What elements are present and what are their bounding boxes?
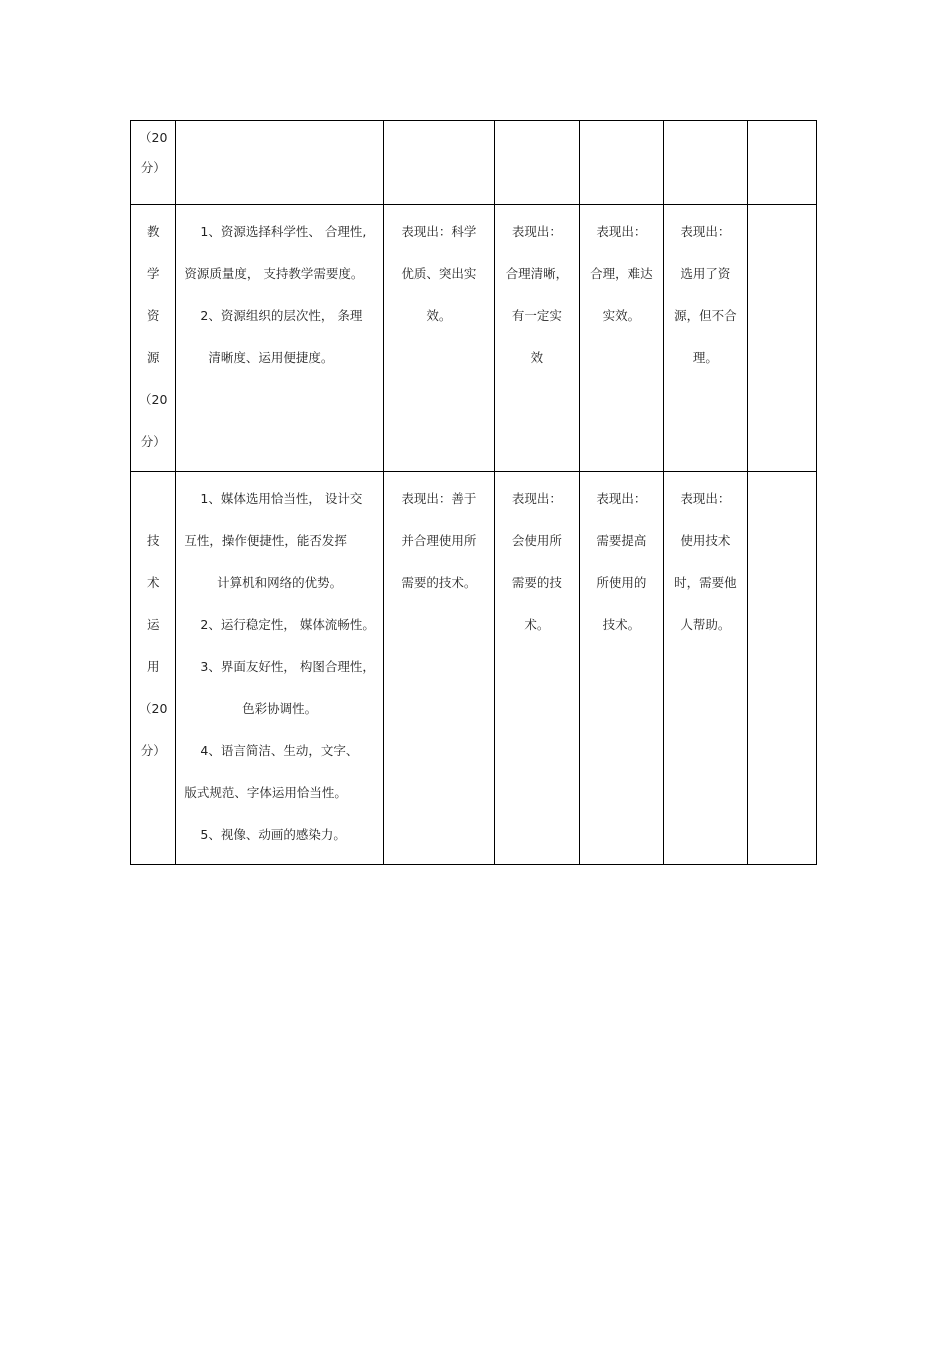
table-row bbox=[131, 205, 817, 472]
level-cell-excellent bbox=[383, 121, 494, 205]
level-cell-fair bbox=[579, 121, 663, 205]
table-row bbox=[131, 121, 817, 205]
level-cell-good: 表现出： 会使用所 需要的技 术。 bbox=[494, 472, 579, 865]
level-cell-poor: 表现出： 使用技术 时，需要他 人帮助。 bbox=[663, 472, 747, 865]
category-cell: 技 术 运 用 （20 分） bbox=[131, 472, 176, 865]
evaluation-table bbox=[130, 120, 817, 865]
level-cell-fair: 表现出： 需要提高 所使用的 技术。 bbox=[579, 472, 663, 865]
level-cell-poor bbox=[663, 121, 747, 205]
level-cell-good bbox=[494, 121, 579, 205]
level-cell-excellent: 表现出：善于 并合理使用所 需要的技术。 bbox=[383, 472, 494, 865]
level-cell-poor: 表现出： 选用了资 源，但不合 理。 bbox=[663, 205, 747, 472]
score-cell bbox=[747, 121, 816, 205]
table-row bbox=[131, 472, 817, 865]
criteria-cell bbox=[176, 121, 383, 205]
score-cell bbox=[747, 205, 816, 472]
category-cell: 教 学 资 源 （20 分） bbox=[131, 205, 176, 472]
category-cell: （20 分） bbox=[131, 121, 176, 205]
criteria-cell: 1、媒体选用恰当性， 设计交 互性，操作便捷性，能否发挥 计算机和网络的优势。 2、运行稳定性， 媒体流畅性。 3、界面友好性， 构图合理性， 色彩协调性。 4、语言简洁、生动，文字、 版式规范、字体运用恰当性。 5、视像、动画的感染力。 bbox=[176, 472, 383, 865]
level-cell-good: 表现出： 合理清晰， 有一定实 效 bbox=[494, 205, 579, 472]
criteria-cell: 1、资源选择科学性、 合理性, 资源质量度， 支持教学需要度。 2、资源组织的层次性， 条理 清晰度、运用便捷度。 bbox=[176, 205, 383, 472]
level-cell-excellent: 表现出：科学 优质、突出实 效。 bbox=[383, 205, 494, 472]
level-cell-fair: 表现出： 合理，难达 实效。 bbox=[579, 205, 663, 472]
score-cell bbox=[747, 472, 816, 865]
